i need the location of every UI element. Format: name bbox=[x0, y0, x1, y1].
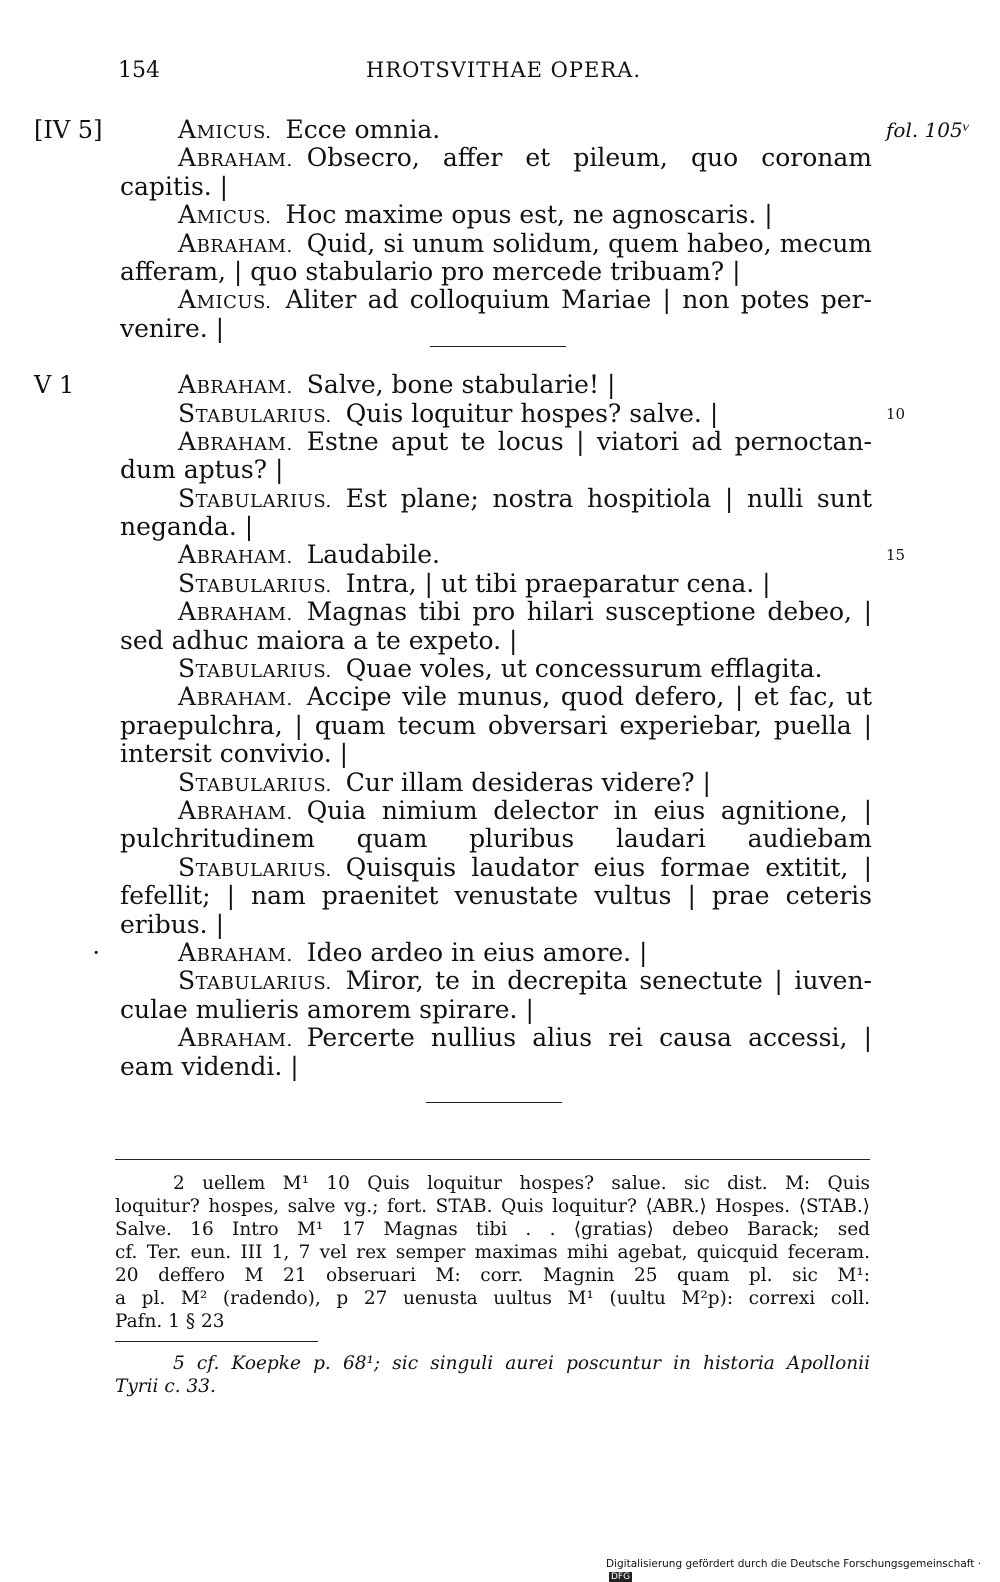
speaker-name: STABULARIUS. bbox=[178, 654, 332, 684]
text-line bbox=[120, 627, 872, 655]
dialogue-text: Salve, bone stabularie! | bbox=[306, 370, 616, 400]
apparatus-line: cf. Ter. eun. III 1, 7 vel rex semper maximas mihi agebat, quicquid feceram. bbox=[115, 1242, 870, 1263]
apparatus-line: Pafn. 1 § 23 bbox=[115, 1311, 225, 1332]
speaker-name: AMICUS. bbox=[178, 286, 272, 315]
text-line bbox=[120, 712, 872, 740]
text-line bbox=[120, 144, 872, 172]
text-line bbox=[120, 655, 872, 683]
text-line bbox=[120, 769, 872, 797]
apparatus-rule bbox=[115, 1159, 870, 1160]
dialogue-text: Aliter ad colloquium Mariae | non potes per- bbox=[285, 286, 872, 315]
text-line bbox=[120, 740, 872, 768]
dialogue-text: eam videndi. | bbox=[120, 1051, 299, 1081]
apparatus-line: 20 deffero M 21 obseruari M: corr. Magnin 25 quam pl. sic M¹: bbox=[115, 1265, 870, 1286]
text-line bbox=[120, 428, 872, 456]
text-line bbox=[34, 370, 872, 400]
dialogue-text: sed adhuc maiora a te expeto. | bbox=[120, 625, 518, 655]
text-line bbox=[120, 485, 872, 513]
apparatus-line: a pl. M² (radendo), p 27 uenusta uultus M¹ (uultu M²p): correxi coll. bbox=[115, 1288, 870, 1309]
speaker-name: ABRAHAM. bbox=[178, 144, 293, 173]
dialogue-text: Quisquis laudator eius formae extitit, | bbox=[345, 853, 872, 882]
text-line bbox=[120, 398, 906, 428]
dialogue-text: Magnas tibi pro hilari susceptione debeo, | bbox=[306, 598, 872, 627]
text-line bbox=[120, 173, 872, 201]
dialogue-text: Cur illam desideras videre? | bbox=[345, 767, 711, 797]
margin-dot: · bbox=[92, 938, 100, 967]
running-title: HROTSVITHAE OPERA. bbox=[366, 58, 642, 82]
folio-reference: fol. 105ᵛ bbox=[886, 118, 971, 142]
digitization-credit bbox=[606, 1558, 1000, 1582]
main-text bbox=[34, 115, 971, 1081]
speaker-name: ABRAHAM. bbox=[178, 937, 293, 967]
dialogue-text: Percerte nullius alius rei causa accessi, | bbox=[306, 1024, 872, 1053]
text-line bbox=[120, 854, 872, 882]
text-line bbox=[120, 513, 872, 541]
text-line bbox=[92, 937, 872, 967]
speaker-name: STABULARIUS. bbox=[178, 967, 332, 996]
text-line bbox=[120, 540, 906, 570]
dialogue-text: Quae voles, ut concessurum efflagita. bbox=[345, 654, 823, 684]
text-line bbox=[120, 967, 872, 995]
text-line bbox=[120, 911, 872, 939]
speaker-name: ABRAHAM. bbox=[178, 229, 293, 258]
text-line bbox=[120, 797, 872, 825]
text-line bbox=[120, 456, 872, 484]
speaker-name: ABRAHAM. bbox=[178, 683, 293, 712]
apparatus-line: 2 uellem M¹ 10 Quis loquitur hospes? salue. sic dist. M: Quis bbox=[173, 1173, 870, 1194]
credit-text: Digitalisierung gefördert durch die Deutsche Forschungsgemeinschaft · bbox=[606, 1558, 982, 1570]
dialogue-text: Quis loquitur hospes? salve. | bbox=[345, 398, 719, 428]
text-line bbox=[120, 315, 872, 343]
text-line bbox=[120, 996, 872, 1024]
text-line bbox=[34, 115, 971, 144]
apparatus-line: loquitur? hospes, salve vg.; fort. STAB. Quis loquitur? ⟨ABR.⟩ Hospes. ⟨STAB.⟩ bbox=[115, 1196, 870, 1217]
apparatus-line: Salve. 16 Intro M¹ 17 Magnas tibi . . ⟨gratias⟩ debeo Barack; sed bbox=[115, 1219, 870, 1240]
text-line bbox=[120, 230, 872, 258]
dialogue-text: Quia nimium delector in eius agnitione, | bbox=[306, 796, 872, 825]
scene-end-rule bbox=[430, 346, 566, 347]
scene-end-rule bbox=[426, 1102, 562, 1103]
text-line bbox=[120, 258, 872, 286]
text-line bbox=[120, 570, 872, 598]
speaker-name: STABULARIUS. bbox=[178, 767, 332, 797]
text-line bbox=[120, 825, 872, 853]
text-line bbox=[120, 598, 872, 626]
dialogue-text: praepulchra, | quam tecum obversari experiebar, puella | bbox=[120, 711, 872, 740]
speaker-name: ABRAHAM. bbox=[178, 598, 293, 627]
commentary-notes bbox=[115, 1352, 870, 1398]
dialogue-text: Ideo ardeo in eius amore. | bbox=[306, 937, 648, 967]
dialogue-text: eribus. | bbox=[120, 909, 224, 939]
dialogue-text: capitis. | bbox=[120, 171, 229, 201]
dialogue-text: Estne aput te locus | viatori ad pernoctan- bbox=[306, 427, 872, 456]
dialogue-text: Quid, si unum solidum, quem habeo, mecum bbox=[306, 229, 872, 258]
text-line bbox=[120, 286, 872, 314]
text-line bbox=[120, 201, 872, 229]
dialogue-text: Intra, | ut tibi praeparatur cena. | bbox=[345, 568, 771, 598]
scene-marker: V 1 bbox=[34, 371, 75, 400]
commentary-line: Tyrii c. 33. bbox=[115, 1376, 216, 1397]
dfg-logo: DFG bbox=[611, 1572, 631, 1582]
text-line bbox=[120, 1024, 872, 1052]
speaker-name: STABULARIUS. bbox=[178, 853, 332, 882]
line-number: 15 bbox=[886, 546, 906, 565]
speaker-name: ABRAHAM. bbox=[178, 1024, 293, 1053]
dialogue-text: dum aptus? | bbox=[120, 455, 284, 485]
dialogue-text: venire. | bbox=[120, 313, 225, 343]
commentary-rule bbox=[115, 1341, 318, 1342]
dialogue-text: Miror, te in decrepita senectute | iuven- bbox=[345, 967, 872, 996]
speaker-name: ABRAHAM. bbox=[178, 427, 293, 456]
speaker-name: AMICUS. bbox=[178, 200, 272, 230]
dialogue-text: neganda. | bbox=[120, 512, 254, 542]
speaker-name: STABULARIUS. bbox=[178, 484, 332, 513]
speaker-name: ABRAHAM. bbox=[178, 796, 293, 825]
dialogue-text: pulchritudinem quam pluribus laudari audiebam bbox=[120, 825, 872, 854]
dialogue-text: afferam, | quo stabulario pro mercede tribuam? | bbox=[120, 256, 741, 286]
dialogue-text: intersit convivio. | bbox=[120, 739, 349, 769]
dialogue-text: Ecce omnia. bbox=[285, 115, 441, 144]
speaker-name: ABRAHAM. bbox=[178, 540, 293, 570]
dialogue-text: Obsecro, affer et pileum, quo coronam bbox=[306, 144, 872, 173]
text-line bbox=[120, 683, 872, 711]
scene-marker: [IV 5] bbox=[34, 116, 103, 144]
dialogue-text: Laudabile. bbox=[306, 540, 440, 570]
dialogue-text: culae mulieris amorem spirare. | bbox=[120, 994, 534, 1024]
text-line bbox=[120, 1053, 872, 1081]
text-line bbox=[120, 882, 872, 910]
critical-apparatus bbox=[115, 1172, 870, 1333]
speaker-name: ABRAHAM. bbox=[178, 370, 293, 400]
dialogue-text: Hoc maxime opus est, ne agnoscaris. | bbox=[285, 200, 773, 230]
line-number: 10 bbox=[886, 404, 906, 423]
speaker-name: AMICUS. bbox=[178, 115, 272, 144]
page-number: 154 bbox=[118, 58, 160, 83]
dialogue-text: fefellit; | nam praenitet venustate vultus | prae ceteris bbox=[120, 882, 872, 911]
speaker-name: STABULARIUS. bbox=[178, 568, 332, 598]
commentary-line: 5 cf. Koepke p. 68¹; sic singuli aurei poscuntur in historia Apollonii bbox=[173, 1353, 870, 1374]
speaker-name: STABULARIUS. bbox=[178, 398, 332, 428]
dialogue-text: Est plane; nostra hospitiola | nulli sunt bbox=[345, 484, 872, 513]
dialogue-text: Accipe vile munus, quod defero, | et fac, ut bbox=[306, 683, 872, 712]
